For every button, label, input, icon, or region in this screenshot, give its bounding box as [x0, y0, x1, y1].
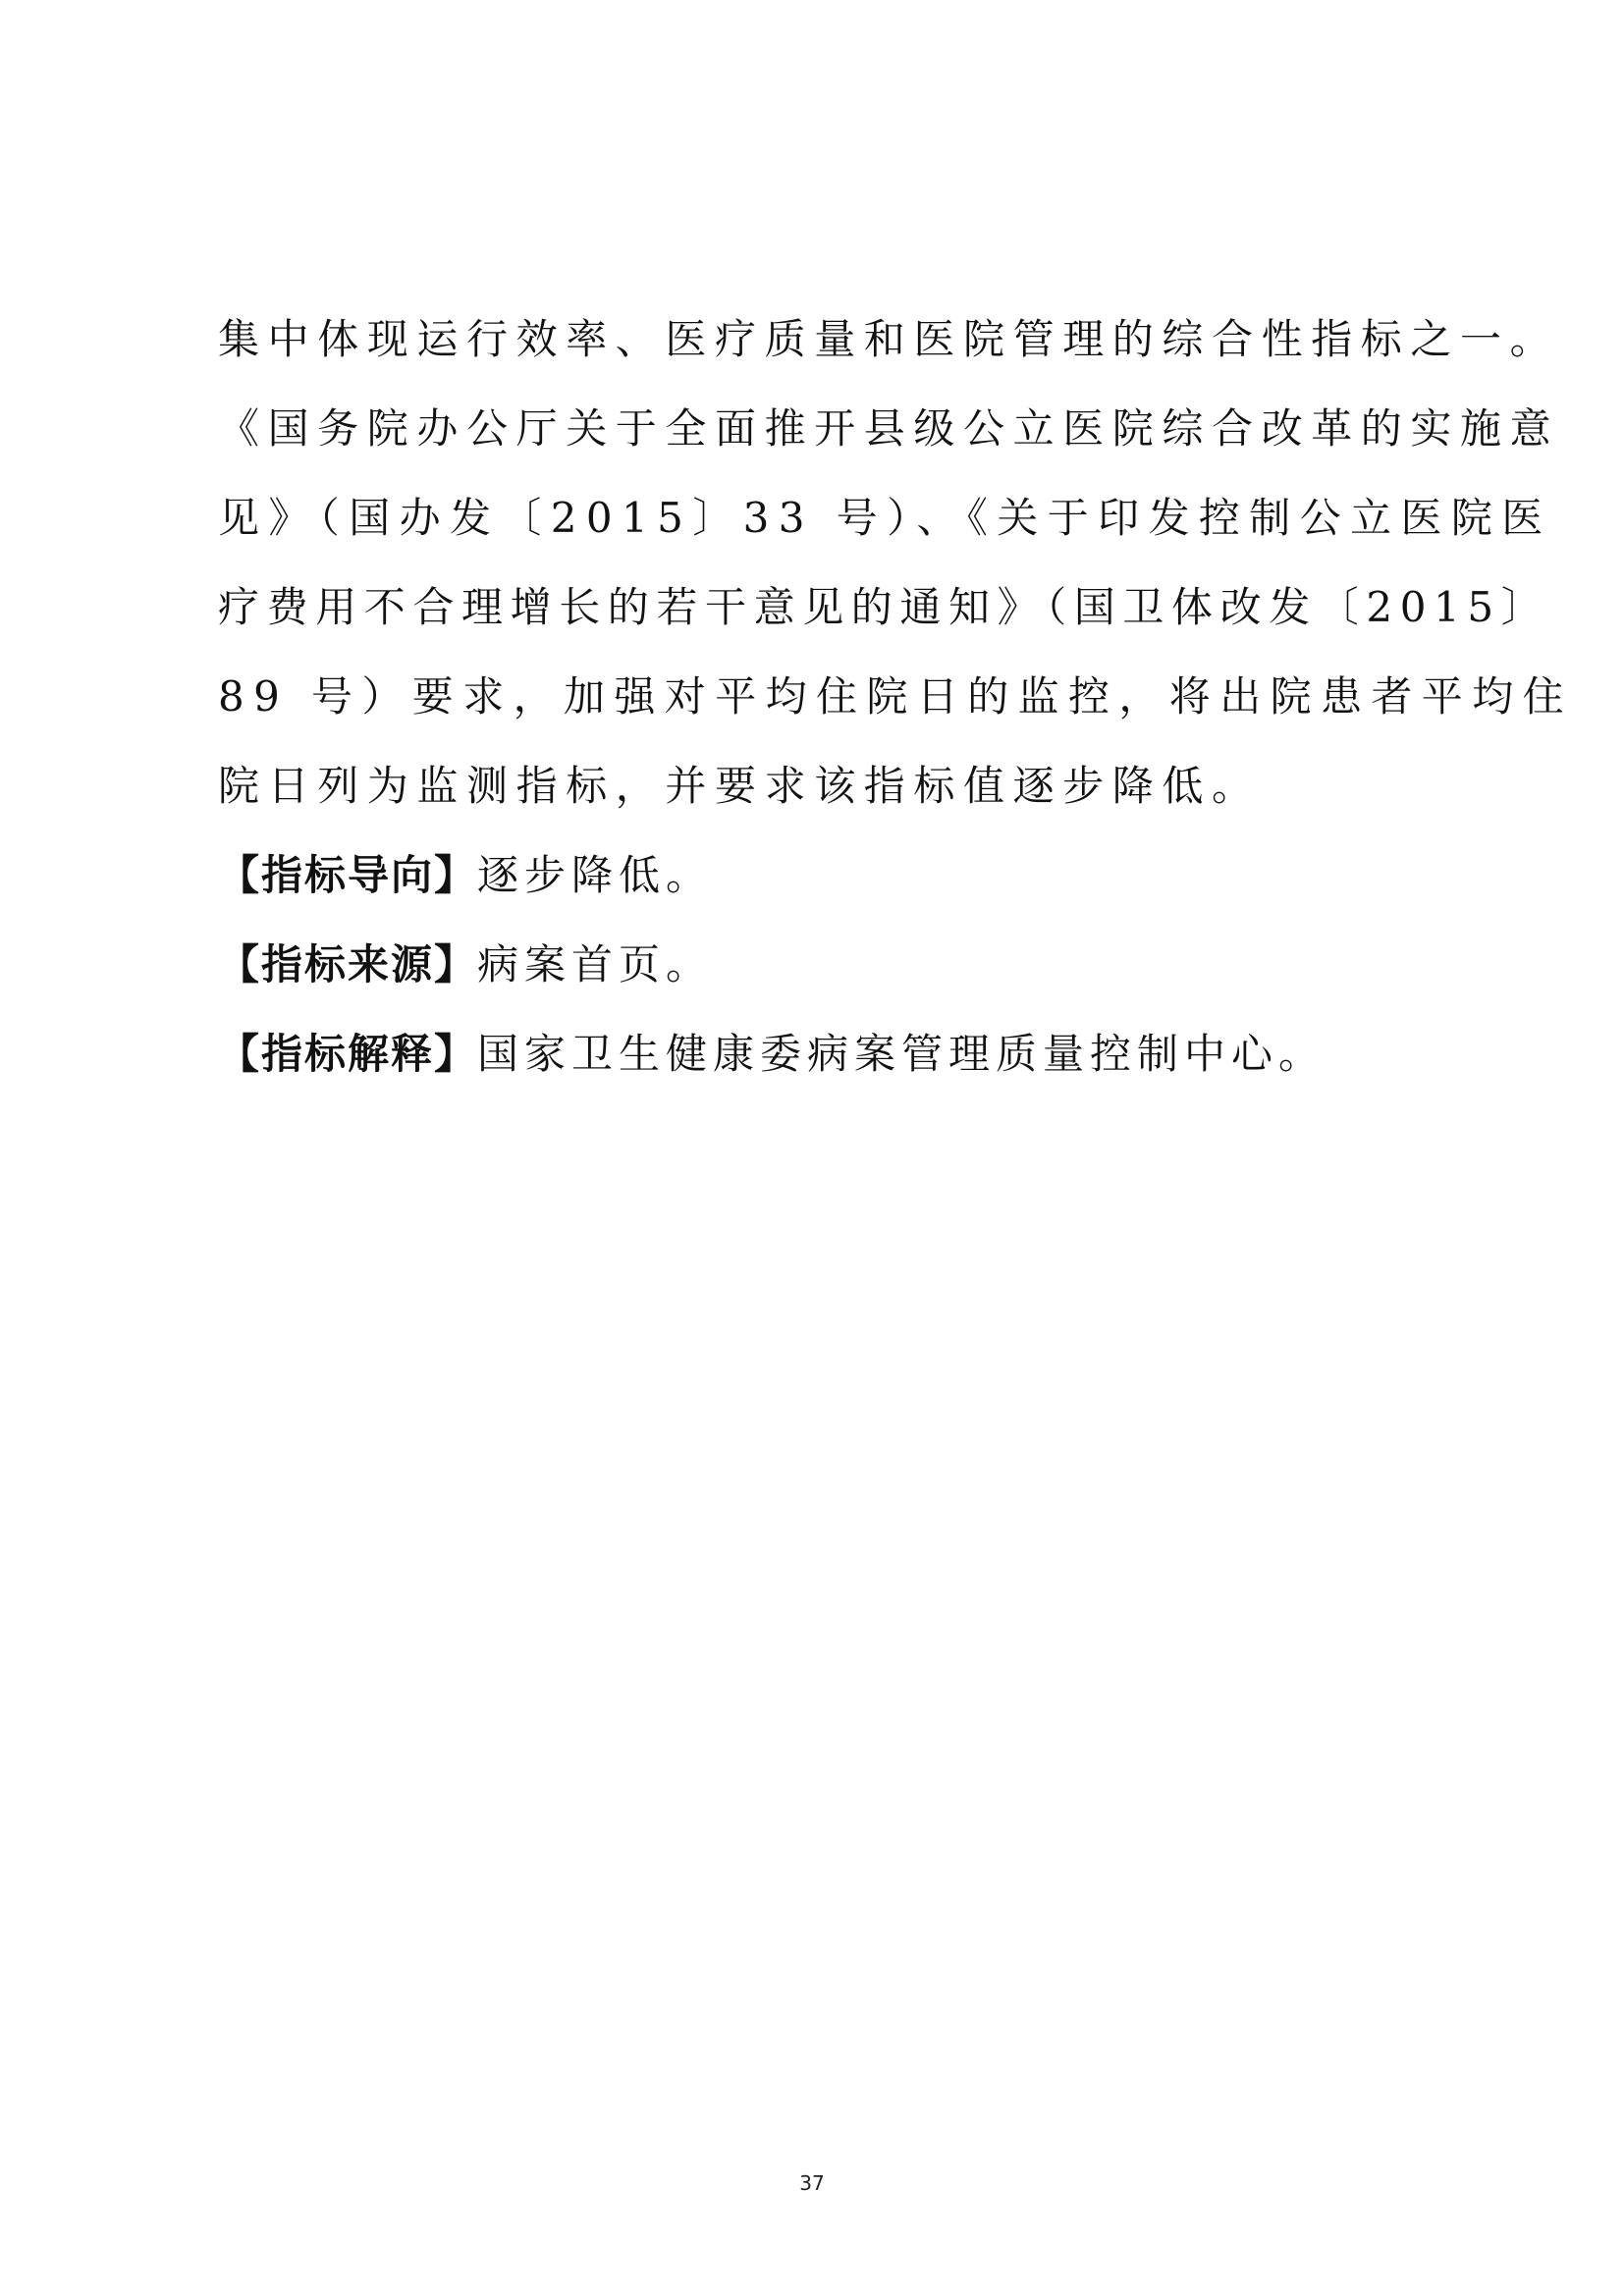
field-value: 逐步降低。: [477, 851, 714, 899]
field-label: 【指标导向】: [218, 851, 478, 899]
field-label: 【指标解释】: [218, 1030, 478, 1078]
paragraph-line: 89 号）要求，加强对平均住院日的监控，将出院患者平均住: [218, 672, 1573, 721]
paragraph-line: 见》（国办发〔2015〕33 号）、《关于印发控制公立医院医: [218, 494, 1552, 542]
field-label: 【指标来源】: [218, 940, 478, 988]
paragraph-line: 集中体现运行效率、医疗质量和医院管理的综合性指标之一。: [218, 315, 1560, 363]
page-number: 37: [799, 2171, 825, 2195]
field-indicator-source: [218, 920, 1416, 1009]
paragraph-line: 《国务院办公厅关于全面推开县级公立医院综合改革的实施意: [218, 404, 1560, 453]
field-indicator-direction: [218, 830, 1416, 920]
field-value: 国家卫生健康委病案管理质量控制中心。: [477, 1030, 1326, 1078]
document-body: [218, 294, 1573, 1098]
paragraph-line: 疗费用不合理增长的若干意见的通知》（国卫体改发〔2015〕: [218, 583, 1550, 631]
paragraph-line: 院日列为监测指标，并要求该指标值逐步降低。: [218, 762, 1262, 810]
field-indicator-interpretation: [218, 1009, 1416, 1098]
field-value: 病案首页。: [477, 940, 714, 988]
